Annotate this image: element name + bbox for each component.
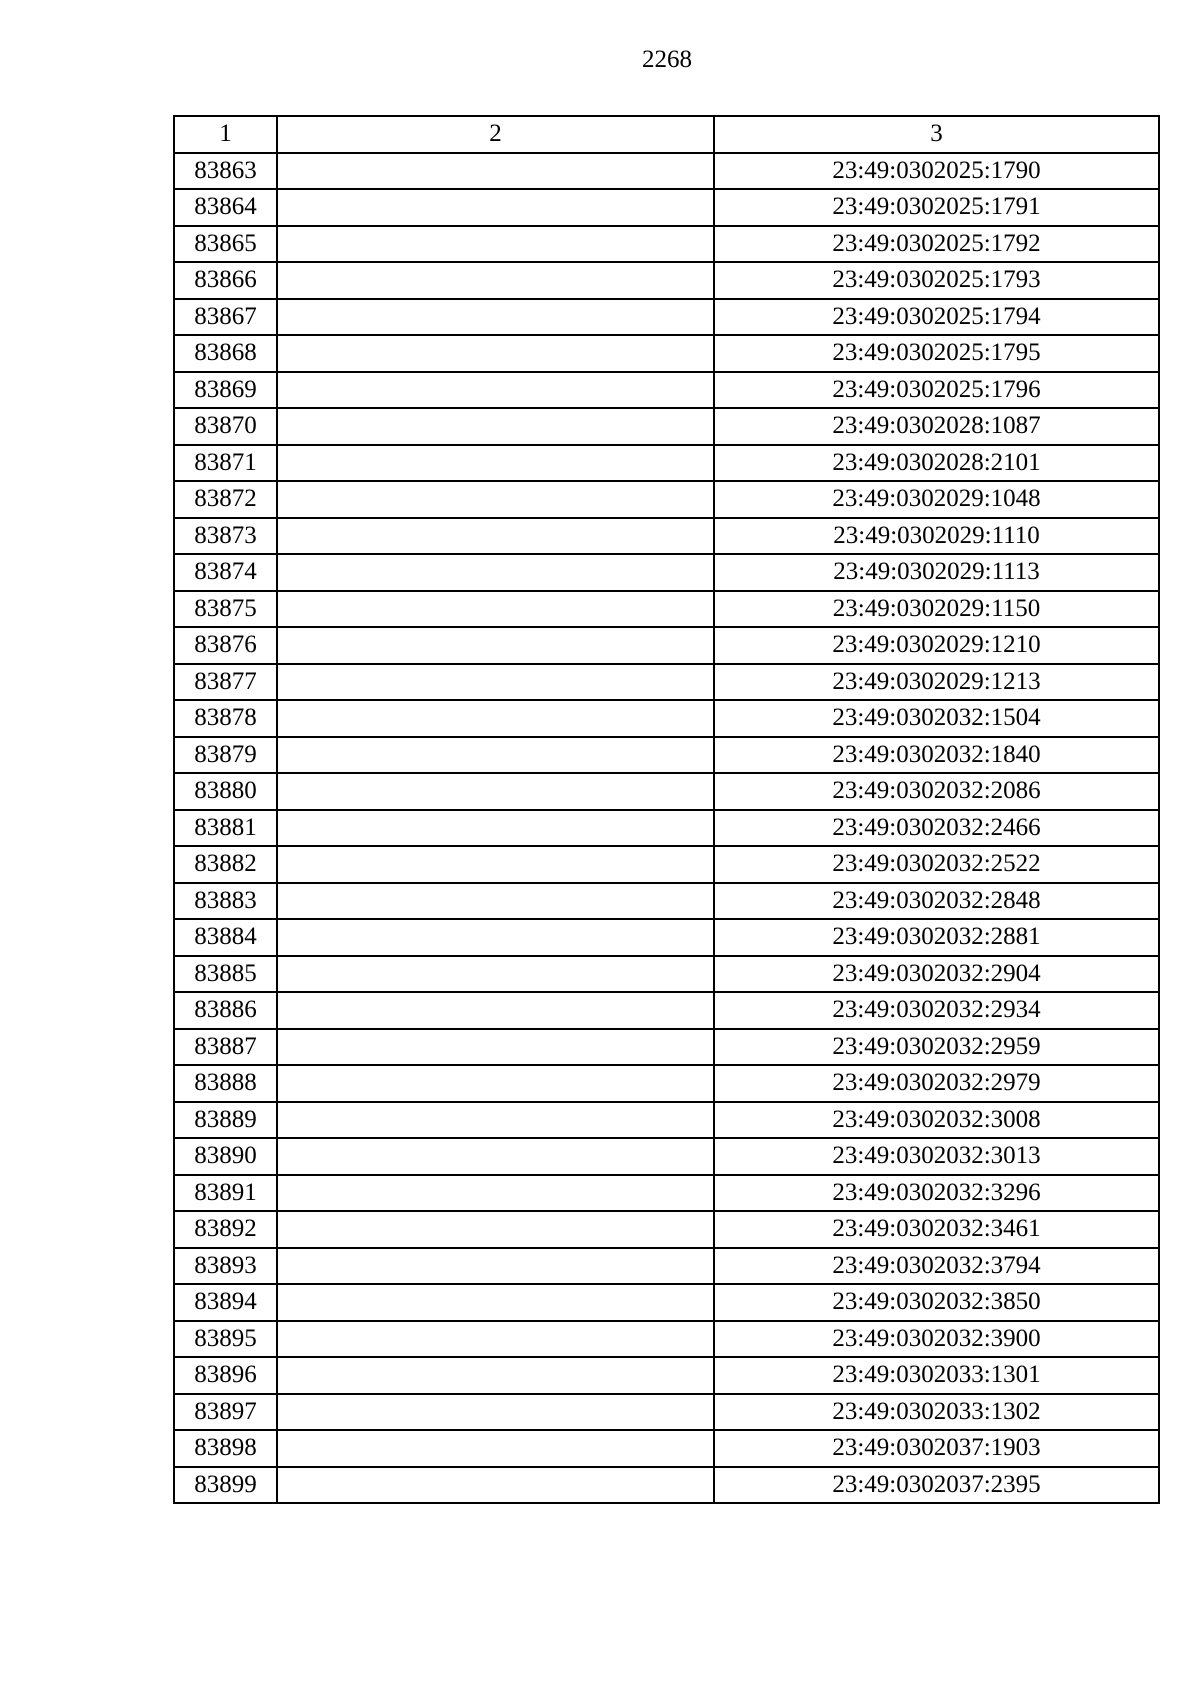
table-row [174,664,1159,701]
table-row [174,627,1159,664]
cadastral-number-cell: 23:49:0302032:3850 [714,1284,1159,1321]
row-name-cell [277,1357,714,1394]
table-row [174,189,1159,226]
row-number-cell: 83895 [174,1321,277,1358]
cadastral-number-cell: 23:49:0302032:3008 [714,1102,1159,1139]
table-row [174,481,1159,518]
row-number-cell: 83869 [174,372,277,409]
cadastral-number-cell: 23:49:0302029:1110 [714,518,1159,555]
row-name-cell [277,518,714,555]
row-number-cell: 83878 [174,700,277,737]
table-row [174,554,1159,591]
row-number-cell: 83870 [174,408,277,445]
row-name-cell [277,773,714,810]
row-number-cell: 83894 [174,1284,277,1321]
cadastral-number-cell: 23:49:0302029:1210 [714,627,1159,664]
table-row [174,919,1159,956]
cadastral-number-cell: 23:49:0302032:1504 [714,700,1159,737]
cadastral-number-cell: 23:49:0302032:2881 [714,919,1159,956]
row-number-cell: 83880 [174,773,277,810]
cadastral-number-cell: 23:49:0302032:2086 [714,773,1159,810]
row-name-cell [277,1138,714,1175]
table-row [174,1211,1159,1248]
table-row [174,262,1159,299]
row-name-cell [277,1065,714,1102]
table-row [174,810,1159,847]
row-name-cell [277,919,714,956]
row-number-cell: 83889 [174,1102,277,1139]
cadastral-number-cell: 23:49:0302025:1796 [714,372,1159,409]
row-name-cell [277,700,714,737]
table-row [174,1430,1159,1467]
table-body [174,116,1159,1503]
row-name-cell [277,627,714,664]
row-name-cell [277,810,714,847]
table-row [174,1284,1159,1321]
cadastral-number-cell: 23:49:0302025:1794 [714,299,1159,336]
row-name-cell [277,445,714,482]
table-row [174,846,1159,883]
cadastral-number-cell: 23:49:0302032:2466 [714,810,1159,847]
table-row [174,335,1159,372]
row-number-cell: 83873 [174,518,277,555]
cadastral-number-cell: 23:49:0302025:1790 [714,153,1159,190]
cadastral-number-cell: 23:49:0302032:3794 [714,1248,1159,1285]
row-number-cell: 83867 [174,299,277,336]
table-row [174,408,1159,445]
row-number-cell: 83883 [174,883,277,920]
row-number-cell: 83892 [174,1211,277,1248]
table-row [174,1357,1159,1394]
cadastral-number-cell: 23:49:0302037:1903 [714,1430,1159,1467]
row-name-cell [277,1029,714,1066]
row-name-cell [277,1394,714,1431]
row-number-cell: 83864 [174,189,277,226]
row-number-cell: 83884 [174,919,277,956]
cadastral-number-cell: 23:49:0302025:1792 [714,226,1159,263]
row-number-cell: 83891 [174,1175,277,1212]
cadastral-number-cell: 23:49:0302025:1795 [714,335,1159,372]
row-number-cell: 83898 [174,1430,277,1467]
table-row [174,1248,1159,1285]
row-number-cell: 83865 [174,226,277,263]
row-name-cell [277,262,714,299]
row-number-cell: 83890 [174,1138,277,1175]
column-header-2: 2 [277,116,714,153]
row-number-cell: 83887 [174,1029,277,1066]
table-row [174,1321,1159,1358]
cadastral-number-cell: 23:49:0302033:1302 [714,1394,1159,1431]
page-number: 2268 [642,46,692,73]
cadastral-number-cell: 23:49:0302029:1048 [714,481,1159,518]
cadastral-number-cell: 23:49:0302032:3296 [714,1175,1159,1212]
table-row [174,956,1159,993]
row-number-cell: 83876 [174,627,277,664]
row-number-cell: 83866 [174,262,277,299]
row-number-cell: 83875 [174,591,277,628]
table-row [174,1467,1159,1504]
table-row [174,1138,1159,1175]
row-name-cell [277,1248,714,1285]
row-number-cell: 83888 [174,1065,277,1102]
cadastral-number-cell: 23:49:0302037:2395 [714,1467,1159,1504]
row-number-cell: 83868 [174,335,277,372]
row-number-cell: 83863 [174,153,277,190]
column-header-3: 3 [714,116,1159,153]
column-header-1: 1 [174,116,277,153]
row-number-cell: 83882 [174,846,277,883]
table-row [174,1175,1159,1212]
cadastral-number-cell: 23:49:0302032:2848 [714,883,1159,920]
table-row [174,737,1159,774]
cadastral-number-cell: 23:49:0302032:3461 [714,1211,1159,1248]
cadastral-number-cell: 23:49:0302032:2522 [714,846,1159,883]
table-row [174,1394,1159,1431]
table-row [174,992,1159,1029]
row-name-cell [277,1175,714,1212]
row-name-cell [277,1211,714,1248]
table-row [174,700,1159,737]
table-row [174,591,1159,628]
table-row [174,153,1159,190]
row-number-cell: 83871 [174,445,277,482]
row-number-cell: 83886 [174,992,277,1029]
table-row [174,445,1159,482]
row-number-cell: 83893 [174,1248,277,1285]
row-number-cell: 83897 [174,1394,277,1431]
cadastral-number-cell: 23:49:0302029:1213 [714,664,1159,701]
row-name-cell [277,1102,714,1139]
cadastral-number-cell: 23:49:0302032:2959 [714,1029,1159,1066]
row-name-cell [277,299,714,336]
cadastral-number-cell: 23:49:0302033:1301 [714,1357,1159,1394]
cadastral-number-cell: 23:49:0302032:2904 [714,956,1159,993]
table-row [174,372,1159,409]
row-name-cell [277,1467,714,1504]
row-number-cell: 83872 [174,481,277,518]
row-number-cell: 83874 [174,554,277,591]
row-name-cell [277,737,714,774]
registry-table [173,115,1160,1504]
table-header-row [174,116,1159,153]
cadastral-number-cell: 23:49:0302032:2979 [714,1065,1159,1102]
row-name-cell [277,372,714,409]
row-name-cell [277,226,714,263]
row-number-cell: 83877 [174,664,277,701]
cadastral-number-cell: 23:49:0302032:3013 [714,1138,1159,1175]
row-name-cell [277,481,714,518]
cadastral-number-cell: 23:49:0302028:2101 [714,445,1159,482]
table-row [174,518,1159,555]
row-number-cell: 83881 [174,810,277,847]
row-name-cell [277,1430,714,1467]
row-number-cell: 83899 [174,1467,277,1504]
table-row [174,773,1159,810]
row-name-cell [277,554,714,591]
table-row [174,883,1159,920]
row-name-cell [277,846,714,883]
cadastral-number-cell: 23:49:0302025:1791 [714,189,1159,226]
table-row [174,1029,1159,1066]
cadastral-number-cell: 23:49:0302032:2934 [714,992,1159,1029]
table-row [174,299,1159,336]
table-row [174,226,1159,263]
row-name-cell [277,591,714,628]
row-number-cell: 83879 [174,737,277,774]
row-name-cell [277,883,714,920]
table-row [174,1065,1159,1102]
row-name-cell [277,408,714,445]
row-name-cell [277,664,714,701]
row-number-cell: 83896 [174,1357,277,1394]
cadastral-number-cell: 23:49:0302025:1793 [714,262,1159,299]
row-name-cell [277,956,714,993]
row-name-cell [277,1321,714,1358]
row-number-cell: 83885 [174,956,277,993]
cadastral-number-cell: 23:49:0302032:1840 [714,737,1159,774]
table-row [174,1102,1159,1139]
row-name-cell [277,189,714,226]
row-name-cell [277,992,714,1029]
cadastral-number-cell: 23:49:0302029:1113 [714,554,1159,591]
row-name-cell [277,1284,714,1321]
cadastral-number-cell: 23:49:0302029:1150 [714,591,1159,628]
row-name-cell [277,153,714,190]
row-name-cell [277,335,714,372]
cadastral-number-cell: 23:49:0302028:1087 [714,408,1159,445]
cadastral-number-cell: 23:49:0302032:3900 [714,1321,1159,1358]
